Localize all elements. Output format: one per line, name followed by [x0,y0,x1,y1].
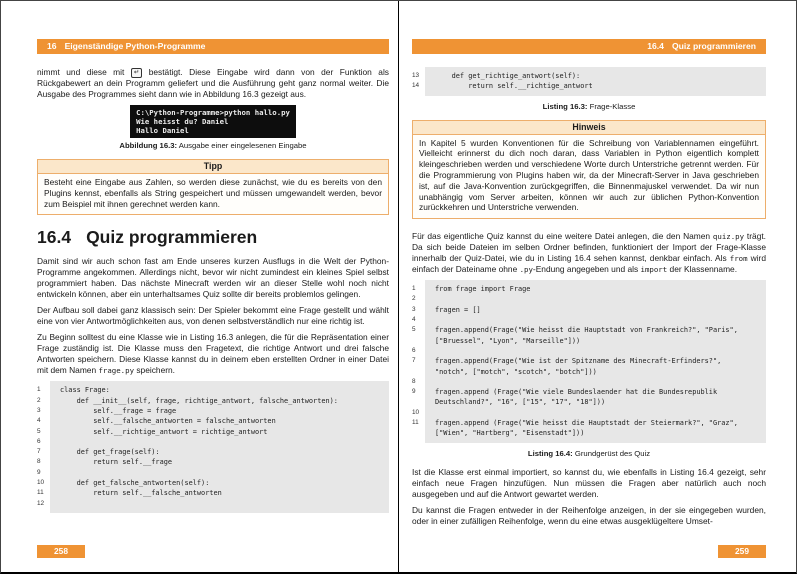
chapter-title: Eigenständige Python-Programme [64,41,206,51]
inline-code-filename: quiz.py [712,232,745,242]
code-line: from frage import Frage [435,285,531,294]
section-header-title: Quiz programmieren [671,41,756,51]
paragraph-text: der Klassenname. [667,264,738,275]
code-line: ["Bruessel", "Lyon", "Marseille"])) [435,336,581,345]
page-right [399,1,796,572]
line-number: 2 [412,295,416,303]
inline-code-keyword: import [640,265,668,275]
code-line [435,408,762,418]
console-line: C:\Python-Programme>python hallo.py [136,108,290,117]
code-listing-frage-klasse [37,381,389,513]
line-number: 1 [412,285,416,293]
enter-key-icon: ↵ [131,68,142,78]
code-line: fragen.append(Frage("Wie ist der Spitzname des Minecraft-Erfinders?", [435,357,722,366]
chapter-number: 16 [47,41,57,51]
code-line [435,346,762,356]
code-line: self.__falsche_antworten = falsche_antworten [60,417,276,426]
line-number: 4 [412,316,416,324]
code-column [425,280,766,442]
line-number-column [412,280,425,442]
line-number: 6 [37,437,41,445]
line-number: 6 [412,346,416,354]
paragraph: Damit sind wir auch schon fast am Ende unseres kurzen Ausflugs in die Welt der Python-Programme angekommen. Allerdings nicht, bevor wir nicht zumindest ein kleines Spiel selbst programmiert haben. Das nächste Minecraft werden wir an dieser Stelle wohl noch nicht entwickeln können, aber ein unterhaltsames Quiz sollte dir bereits problemlos gelingen. [37,256,389,300]
listing-caption [412,102,766,111]
paragraph-text: Zu Beginn solltest du eine Klasse wie in Listing 16.3 anlegen, die für die Repräsentation einer Frage zuständig ist. Die Klasse muss den Fragetext, die richtige Antwort und drei falsche Antworten speichern. Diese Klasse kannst du in deinem eben erstellten Ordner in einer Datei mit dem Namen [37,332,389,376]
line-number: 14 [412,82,420,90]
paragraph [412,231,766,275]
figure-console-output [37,105,389,138]
code-line [435,315,762,325]
line-number: 3 [412,305,416,313]
listing-caption-label: Listing 16.3: [542,101,588,111]
paragraph: Ist die Klasse erst einmal importiert, so kannst du, wie ebenfalls in Listing 16.4 gezeigt, sehr einfach neue Fragen hinzufügen. Nun müssen die Fragen aber natürlich auch noch ausgegeben und auf die Antwort gewartet werden. [412,466,766,499]
paragraph-text: wird einfach der Dateiname ohne [412,253,766,275]
code-column [50,381,389,513]
paragraph [37,332,389,376]
code-line [435,377,762,387]
line-number: 4 [37,417,41,425]
code-line: fragen.append(Frage("Wie heisst die Hauptstadt von Frankreich?", "Paris", [435,326,738,335]
code-line: class Frage: [60,386,110,395]
line-number: 9 [37,468,41,476]
code-line: return self.__falsche_antworten [60,489,222,498]
chapter-header-bar [37,39,389,54]
code-line: fragen.append (Frage("Wie viele Bundeslaender hat die Bundesrepublik [435,388,718,397]
section-heading [37,227,389,248]
code-line: self.__frage = frage [60,406,177,415]
listing-caption [412,449,766,458]
listing-caption-text: Frage-Klasse [587,101,636,111]
console-line: Hallo Daniel [136,126,189,135]
line-number [412,397,425,407]
line-number: 8 [37,458,41,466]
line-number [412,336,425,346]
hinweis-box-title: Hinweis [413,121,765,135]
code-line: def get_falsche_antworten(self): [60,479,210,488]
line-number: 7 [412,357,416,365]
code-line [60,437,385,447]
inline-code-keyword: from [729,254,748,264]
code-line: def get_richtige_antwort(self): [435,72,581,80]
line-number: 3 [37,406,41,414]
line-number-column [37,381,50,513]
page-left [1,1,399,572]
line-number [412,367,425,377]
line-number: 10 [37,479,45,487]
inline-code-extension: .py [519,265,533,275]
tip-box-body: Besteht eine Eingabe aus Zahlen, so werden diese zunächst, wie du es bereits von den Plugins kennst, ebenfalls als String gespeichert und müssen umgewandelt werden, bevor zum Beispiel mit ihnen gerechnet werden kann. [44,177,382,209]
hinweis-box-body: In Kapitel 5 wurden Konventionen für die Schreibung von Variablennamen eingeführt. Vielleicht erinnerst du dich noch daran, dass Variablen in Python eigentlich komplett kleingeschrieben werden und verschiedene Worte durch Unterstriche getrennt werden. Für die Programmierung von Plugins haben wir, da der Minecraft-Server in Java geschrieben ist, auf die Java-Konvention zurückgegriffen, die Binnenmajuskel verwendet. Da wir nun unabhängig vom Server arbeiten, können wir auch zur üblichen Python-Konvention zurückkehren und Unterstriche verwenden. [419,137,759,213]
line-number: 11 [37,489,44,497]
line-number: 13 [412,72,420,79]
line-number: 5 [412,326,416,334]
hinweis-box [412,120,766,220]
code-line: ["Wien", "Hartberg", "Eisenstadt"])) [435,429,585,438]
page-number: 259 [718,545,766,558]
section-title: Quiz programmieren [86,227,258,248]
line-number: 5 [37,427,41,435]
paragraph-text: Für das eigentliche Quiz kannst du eine weitere Datei anlegen, die den Namen [412,231,713,242]
paragraph-text: nimmt und diese mit [37,67,131,77]
inline-code-filename: frage.py [98,366,135,376]
code-line [60,499,385,509]
code-line: Deutschland?", "16", ["15", "17", "18"])) [435,398,606,407]
tip-box [37,159,389,215]
section-header-bar [412,39,766,54]
line-number: 12 [37,499,45,507]
line-number: 8 [412,377,416,385]
code-column [425,67,766,96]
section-number: 16.4 [37,227,72,248]
code-line: def get_frage(self): [60,448,160,457]
tip-box-title: Tipp [38,160,388,174]
line-number: 7 [37,448,41,456]
code-line: return self.__richtige_antwort [435,82,593,91]
figure-caption [37,141,389,150]
code-line: fragen.append (Frage("Wie heisst die Hauptstadt der Steiermark?", "Graz", [435,419,738,428]
section-header-number: 16.4 [647,41,664,51]
code-line [435,294,762,304]
code-line [60,468,385,478]
console-line: Wie heisst du? Daniel [136,117,229,126]
code-line: fragen = [] [435,305,481,314]
code-listing-quiz [412,280,766,442]
line-number: 9 [412,388,416,396]
listing-caption-label: Listing 16.4: [527,448,573,458]
paragraph-text: bestätigt. Diese Eingabe wird dann von der Funktion als Rückgabewert an dein Programm geliefert und die Ausführung geht ganz normal weiter. Die Ausgabe des Programmes sieht dann wie in Abbildung 16.3 gezeigt aus. [37,67,389,99]
code-line: "notch", ["motch", "scotch", "botch"])) [435,367,597,376]
line-number-column [412,67,425,96]
paragraph-text: speichern. [134,365,176,376]
paragraph-intro [37,67,389,100]
figure-caption-label: Abbildung 16.3: [119,141,178,150]
listing-caption-text: Grundgerüst des Quiz [572,448,651,458]
line-number: 11 [412,419,419,427]
paragraph: Der Aufbau soll dabei ganz klassisch sein: Der Spieler bekommt eine Frage gestellt und wählt eine von vier Antwortmöglichkeiten aus, von denen selbstverständlich nur eine richtig ist. [37,305,389,327]
line-number [412,428,425,438]
code-listing-continuation [412,67,766,96]
paragraph-text: -Endung angegeben und als [532,264,641,275]
code-line: return self.__frage [60,458,173,467]
page-number: 258 [37,545,85,558]
code-line: def __init__(self, frage, richtige_antwort, falsche_antworten): [60,396,338,405]
console-screenshot [130,105,296,138]
line-number: 1 [37,386,41,394]
paragraph: Du kannst die Fragen entweder in der Reihenfolge anzeigen, in der sie eingegeben wurden, oder in einer zufälligen Reihenfolge, wenn du eine etwas ausgeklügeltere Umset- [412,504,766,526]
line-number: 2 [37,396,41,404]
figure-caption-text: Ausgabe einer eingelesenen Eingabe [177,141,307,150]
code-line: self.__richtige_antwort = richtige_antwort [60,427,268,436]
paragraph-text: trägt. Da sich beide Dateien im selben Ordner befinden, funktioniert der Import der Frage-Klasse innerhalb der Quiz-Datei, wie du in Listing 16.4 sehen kannst, denkbar einfach. Als [412,231,767,264]
line-number: 10 [412,408,420,416]
